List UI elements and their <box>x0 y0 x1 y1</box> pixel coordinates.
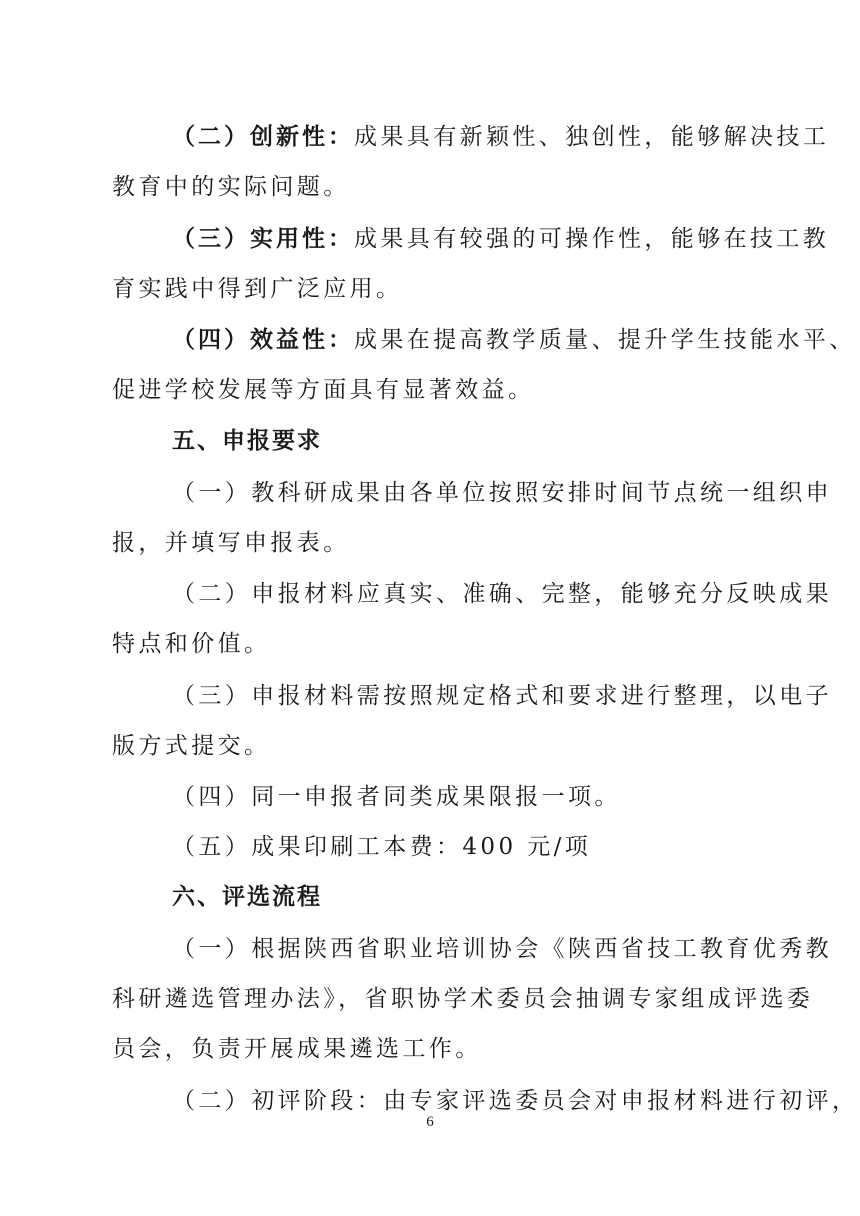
process-item-2: （二）初评阶段：由专家评选委员会对申报材料进行初评， <box>172 1088 859 1114</box>
criterion-benefit-lead: （四）效益性： <box>172 327 354 353</box>
requirement-item-1-continuation: 报，并填写申报表。 <box>112 530 350 556</box>
criterion-benefit-text: 成果在提高教学质量、提升学生技能水平、 <box>354 327 856 353</box>
section-heading-requirements: 五、申报要求 <box>172 428 322 454</box>
process-item-1-continuation-1: 科研遴选管理办法》，省职协学术委员会抽调专家组成评选委 <box>112 986 814 1012</box>
criterion-practicality-text: 成果具有较强的可操作性，能够在技工教 <box>354 226 830 252</box>
criterion-innovation-lead: （二）创新性： <box>172 124 354 150</box>
page-number: 6 <box>426 1114 434 1130</box>
criterion-innovation <box>172 122 829 152</box>
criterion-practicality-lead: （三）实用性： <box>172 226 354 252</box>
requirement-item-2: （二）申报材料应真实、准确、完整，能够充分反映成果 <box>172 581 832 607</box>
requirement-item-5: （五）成果印刷工本费：400 元/项 <box>172 834 592 860</box>
requirement-item-3: （三）申报材料需按照规定格式和要求进行整理，以电子 <box>172 683 832 709</box>
criterion-practicality-continuation: 育实践中得到广泛应用。 <box>112 276 403 302</box>
process-item-1-continuation-2: 员会，负责开展成果遴选工作。 <box>112 1036 482 1062</box>
criterion-innovation-continuation: 教育中的实际问题。 <box>112 174 350 200</box>
process-item-1: （一）根据陕西省职业培训协会《陕西省技工教育优秀教 <box>172 936 832 962</box>
requirement-item-4: （四）同一申报者同类成果限报一项。 <box>172 784 621 810</box>
requirement-item-2-continuation: 特点和价值。 <box>112 631 271 657</box>
criterion-innovation-text: 成果具有新颖性、独创性，能够解决技工 <box>354 124 830 150</box>
section-heading-process: 六、评选流程 <box>172 884 322 910</box>
criterion-benefit-continuation: 促进学校发展等方面具有显著效益。 <box>112 377 535 403</box>
requirement-item-3-continuation: 版方式提交。 <box>112 733 271 759</box>
criterion-practicality <box>172 224 829 254</box>
requirement-item-1: （一）教科研成果由各单位按照安排时间节点统一组织申 <box>172 480 832 506</box>
criterion-benefit <box>172 325 856 355</box>
